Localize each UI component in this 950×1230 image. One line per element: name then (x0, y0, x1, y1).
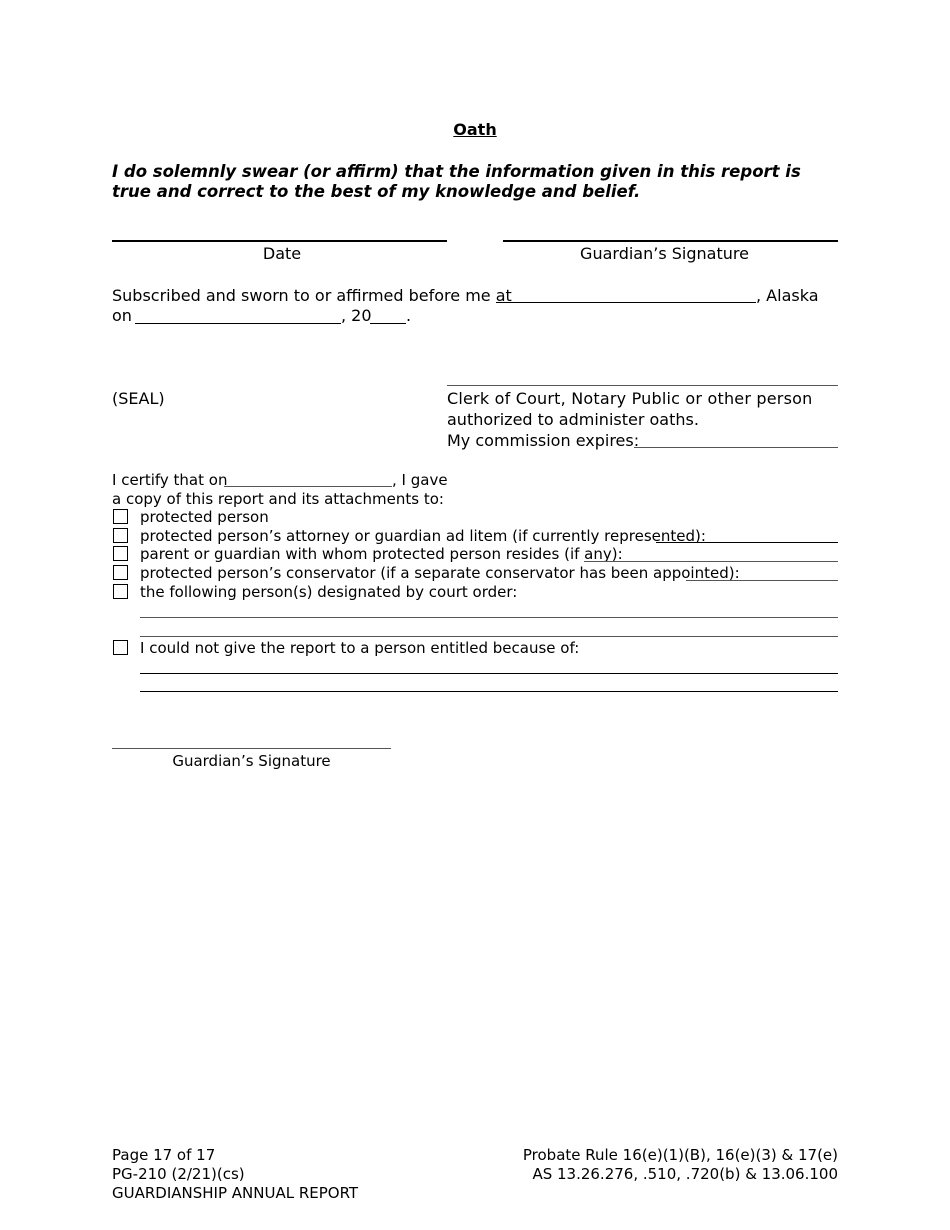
guardian-signature-field-2[interactable] (112, 748, 391, 749)
date-label: Date (262, 244, 302, 263)
oath-statement: I do solemnly swear (or affirm) that the information given in this report is true and correct to the best of my knowledge and belief. (112, 162, 801, 201)
clerk-signature-field[interactable] (447, 385, 838, 386)
could-not-reason-line-1[interactable] (140, 673, 838, 674)
page-title: Oath (453, 120, 497, 139)
footer-page-number: Page 17 of 17 (112, 1146, 216, 1164)
checkbox-conservator[interactable] (113, 565, 128, 580)
option-label: the following person(s) designated by court order: (140, 583, 518, 601)
sworn-state: , Alaska (756, 286, 819, 305)
sworn-date-field[interactable] (135, 323, 341, 324)
guardian-signature-label: Guardian’s Signature (580, 244, 749, 263)
option-label: parent or guardian with whom protected person resides (if any): (140, 545, 623, 563)
clerk-line2: authorized to administer oaths. (447, 410, 699, 429)
footer-form-title: GUARDIANSHIP ANNUAL REPORT (112, 1184, 359, 1202)
court-order-line-2[interactable] (140, 636, 838, 637)
sworn-year-prefix: , 20 (341, 306, 372, 325)
clerk-line1: Clerk of Court, Notary Public or other person (447, 389, 813, 408)
parent-guardian-field[interactable] (584, 561, 838, 562)
certify-date-field[interactable] (224, 486, 392, 487)
guardian-signature-label-2: Guardian’s Signature (172, 752, 331, 770)
attorney-gal-field[interactable] (656, 542, 838, 543)
checkbox-parent-guardian[interactable] (113, 546, 128, 561)
sworn-year-field[interactable] (370, 323, 406, 324)
court-order-line-1[interactable] (140, 617, 838, 618)
checkbox-court-order[interactable] (113, 584, 128, 599)
could-not-reason-line-2[interactable] (140, 691, 838, 692)
sworn-on-label: on (112, 306, 132, 325)
could-not-give-label: I could not give the report to a person entitled because of: (140, 639, 580, 657)
footer-rule-line2: AS 13.26.276, .510, .720(b) & 13.06.100 (532, 1165, 838, 1183)
checkbox-protected-person[interactable] (113, 509, 128, 524)
commission-expires-field[interactable] (634, 447, 838, 448)
certify-suffix: , I gave (392, 471, 448, 489)
footer-rule-line1: Probate Rule 16(e)(1)(B), 16(e)(3) & 17(e) (522, 1146, 838, 1164)
option-label: protected person’s attorney or guardian ad litem (if currently represented): (140, 527, 706, 545)
sworn-text: Subscribed and sworn to or affirmed before me at (112, 286, 512, 305)
date-field[interactable] (112, 240, 447, 242)
certify-line2: a copy of this report and its attachments to: (112, 490, 444, 508)
option-label: protected person (140, 508, 269, 526)
seal-label: (SEAL) (112, 389, 165, 408)
checkbox-attorney-gal[interactable] (113, 528, 128, 543)
certify-prefix: I certify that on (112, 471, 228, 489)
sworn-period: . (406, 306, 412, 325)
option-label: protected person’s conservator (if a separate conservator has been appointed): (140, 564, 740, 582)
guardian-signature-field[interactable] (503, 240, 838, 242)
footer-form-number: PG-210 (2/21)(cs) (112, 1165, 245, 1183)
checkbox-could-not-give[interactable] (113, 640, 128, 655)
conservator-field[interactable] (686, 580, 838, 581)
commission-label: My commission expires: (447, 431, 640, 450)
sworn-location-field[interactable] (496, 302, 756, 303)
